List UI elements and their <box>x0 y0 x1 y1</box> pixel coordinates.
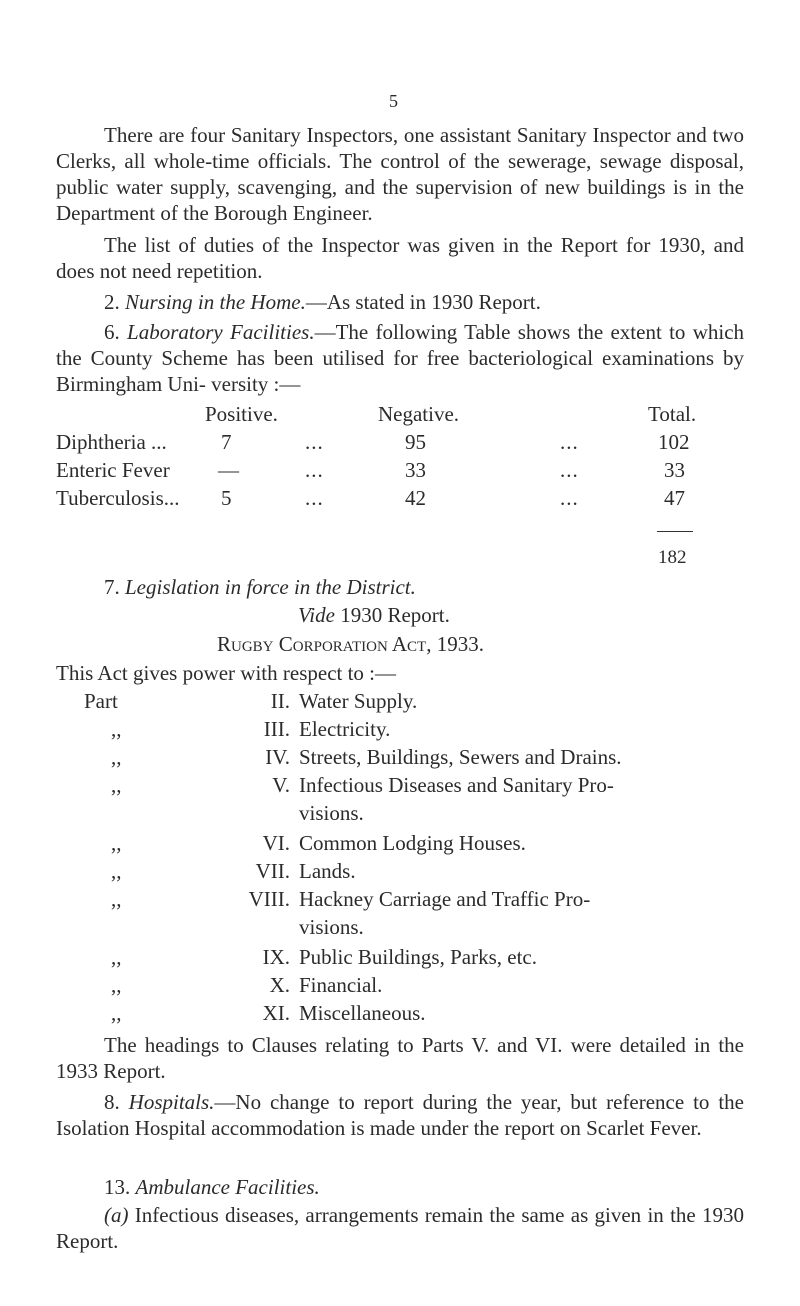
ditto-mark: ,, <box>111 717 122 741</box>
row-diphtheria-negative: 95 <box>405 430 426 454</box>
section-8 <box>56 1089 744 1141</box>
row-enteric-dots-1: ... <box>305 458 324 482</box>
part-description: Water Supply. <box>299 689 418 713</box>
row-enteric-label: Enteric Fever <box>56 458 170 482</box>
part-description: Miscellaneous. <box>299 1001 426 1025</box>
section-7-number: 7. <box>104 575 120 599</box>
part-description: Infectious Diseases and Sanitary Pro- <box>299 773 614 797</box>
header-total: Total. <box>648 402 697 426</box>
row-tuberculosis-total: 47 <box>664 486 685 510</box>
section-6-title: Laboratory Facilities. <box>127 320 315 344</box>
row-enteric-positive: — <box>218 458 239 482</box>
row-diphtheria-positive: 7 <box>221 430 232 454</box>
row-tuberculosis-dots-2: ... <box>560 486 579 510</box>
part-number: VI. <box>262 831 290 855</box>
subitem-text: Infectious diseases, arrangements remain the same as given in the 1930 Report. <box>56 1203 745 1253</box>
row-enteric-dots-2: ... <box>560 458 579 482</box>
part-number: IV. <box>265 745 290 769</box>
row-tuberculosis-negative: 42 <box>405 486 426 510</box>
part-description: Lands. <box>299 859 356 883</box>
part-number: II. <box>270 689 290 713</box>
row-tuberculosis-label: Tuberculosis... <box>56 486 180 510</box>
part-description: Streets, Buildings, Sewers and Drains. <box>299 745 622 769</box>
section-13-number: 13. <box>104 1175 131 1199</box>
row-enteric-negative: 33 <box>405 458 426 482</box>
part-number: XI. <box>262 1001 290 1025</box>
row-diphtheria-dots-2: ... <box>560 430 579 454</box>
section-7-title: Legislation in force in the District. <box>125 575 416 599</box>
section-6-number: 6. <box>104 320 120 344</box>
section-8-number: 8. <box>104 1090 120 1114</box>
ditto-mark: ,, <box>111 745 122 769</box>
part-number: IX. <box>262 945 290 969</box>
vide-line <box>298 602 450 628</box>
vide-word: Vide <box>298 603 335 627</box>
section-2-number: 2. <box>104 290 120 314</box>
row-tuberculosis-positive: 5 <box>221 486 232 510</box>
intro-paragraph-1: There are four Sanitary Inspectors, one assistant Sanitary Inspector and two Clerks, all whole-time officials. The control of the sewerage, sewage disposal, public water supply, scavenging, and the supervision of new buildings is in the Department of the Borough Engineer. <box>56 123 744 225</box>
row-diphtheria-total: 102 <box>658 430 690 454</box>
ditto-mark: ,, <box>111 1001 122 1025</box>
act-title: Rugby Corporation Act, 1933. <box>217 632 484 656</box>
section-13-subitem <box>56 1202 744 1254</box>
act-intro: This Act gives power with respect to :— <box>56 661 397 685</box>
section-2-title: Nursing in the Home. <box>125 290 306 314</box>
part-description: Electricity. <box>299 717 391 741</box>
header-positive: Positive. <box>205 402 278 426</box>
row-diphtheria-label: Diphtheria ... <box>56 430 167 454</box>
grand-total: 182 <box>658 547 687 568</box>
section-6-text: —The following Table shows the extent to which the County Scheme has been utilised for free bacteriological examinations by Birmingham Uni- versity :— <box>56 320 745 396</box>
part-number: X. <box>269 973 290 997</box>
page-number: 5 <box>389 91 398 111</box>
section-8-text: —No change to report during the year, but reference to the Isolation Hospital accommodation is made under the report on Scarlet Fever. <box>56 1090 744 1140</box>
section-7-closing: The headings to Clauses relating to Parts V. and VI. were detailed in the 1933 Report. <box>56 1033 744 1083</box>
part-number: VIII. <box>248 887 290 911</box>
section-7-heading <box>104 574 416 600</box>
part-description-continued: visions. <box>299 915 364 939</box>
total-rule <box>657 531 693 532</box>
section-8-title: Hospitals. <box>128 1090 215 1114</box>
part-number: V. <box>272 773 290 797</box>
row-diphtheria-dots-1: ... <box>305 430 324 454</box>
section-6 <box>56 319 744 397</box>
ditto-mark: ,, <box>111 973 122 997</box>
vide-rest: 1930 Report. <box>340 603 450 627</box>
section-13-heading <box>104 1174 320 1200</box>
ditto-mark: ,, <box>111 831 122 855</box>
part-number: VII. <box>255 859 290 883</box>
header-negative: Negative. <box>378 402 460 426</box>
section-2-text: —As stated in 1930 Report. <box>305 290 541 314</box>
intro-paragraph-2: The list of duties of the Inspector was given in the Report for 1930, and does not need repetition. <box>56 233 744 283</box>
ditto-mark: ,, <box>111 945 122 969</box>
part-description: Common Lodging Houses. <box>299 831 526 855</box>
row-enteric-total: 33 <box>664 458 685 482</box>
part-description-continued: visions. <box>299 801 364 825</box>
ditto-mark: ,, <box>111 887 122 911</box>
section-2 <box>104 289 541 315</box>
ditto-mark: ,, <box>111 773 122 797</box>
part-prefix: Part <box>84 689 118 713</box>
section-13-title: Ambulance Facilities. <box>135 1175 320 1199</box>
part-description: Public Buildings, Parks, etc. <box>299 945 537 969</box>
ditto-mark: ,, <box>111 859 122 883</box>
part-description: Hackney Carriage and Traffic Pro- <box>299 887 591 911</box>
part-number: III. <box>263 717 290 741</box>
part-description: Financial. <box>299 973 383 997</box>
row-tuberculosis-dots-1: ... <box>305 486 324 510</box>
subitem-label: (a) <box>104 1203 129 1227</box>
